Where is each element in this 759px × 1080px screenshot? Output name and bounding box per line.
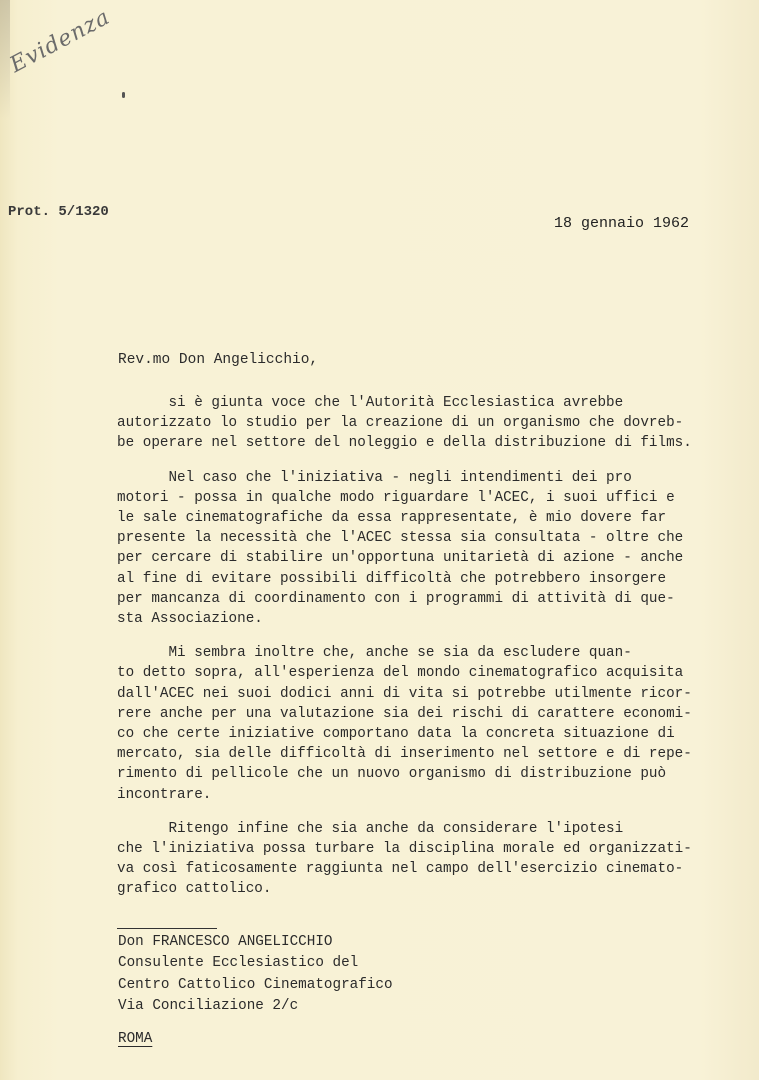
ink-mark (122, 92, 125, 98)
text-line: Nel caso che l'iniziativa - negli intendimenti dei pro (117, 469, 632, 486)
text-line: rimento di pellicole che un nuovo organismo di distribuzione può (117, 766, 667, 783)
text-line: presente la necessità che l'ACEC stessa sia consultata - oltre che (117, 530, 684, 547)
addressee-rule (117, 928, 217, 929)
text-line: mercato, sia delle difficoltà di inserimento nel settore e di repe- (117, 746, 692, 763)
addressee-title: Consulente Ecclesiastico del (118, 955, 359, 972)
protocol-number: Prot. 5/1320 (8, 204, 109, 220)
text-line: to detto sopra, all'esperienza del mondo cinematografico acquisita (117, 665, 684, 682)
text-line: incontrare. (117, 786, 212, 803)
text-line: va così faticosamente raggiunta nel campo dell'esercizio cinemato- (117, 861, 684, 878)
text-line: per cercare di stabilire un'opportuna unitarietà di azione - anche (117, 550, 684, 567)
handwritten-note: Evidenza (6, 4, 115, 79)
text-line: dall'ACEC nei suoi dodici anni di vita si potrebbe utilmente ricor- (117, 685, 692, 702)
text-line: che l'iniziativa possa turbare la disciplina morale ed organizzati- (117, 841, 692, 858)
salutation: Rev.mo Don Angelicchio, (118, 352, 319, 368)
text-line: sta Associazione. (117, 611, 263, 628)
text-line: motori - possa in qualche modo riguardare l'ACEC, i suoi uffici e (117, 489, 675, 506)
paragraph-4 (117, 819, 757, 900)
addressee-organization: Centro Cattolico Cinematografico (118, 976, 393, 993)
letter-date: 18 gennaio 1962 (554, 215, 690, 232)
text-line: grafico cattolico. (117, 881, 272, 898)
text-line: le sale cinematografiche da essa rappresentate, è mio dovere far (117, 510, 667, 527)
text-line: Mi sembra inoltre che, anche se sia da escludere quan- (117, 645, 632, 662)
paragraph-3 (117, 643, 757, 805)
text-line: autorizzato lo studio per la creazione di un organismo che dovreb- (117, 415, 684, 432)
paragraph-2 (117, 468, 757, 630)
text-line: Ritengo infine che sia anche da considerare l'ipotesi (117, 820, 624, 837)
addressee-block (118, 932, 393, 1017)
text-line: al fine di evitare possibili difficoltà che potrebbero insorgere (117, 570, 667, 587)
addressee-name: Don FRANCESCO ANGELICCHIO (118, 934, 333, 950)
addressee-street: Via Conciliazione 2/c (118, 997, 299, 1014)
text-line: rere anche per una valutazione sia dei rischi di carattere economi- (117, 705, 692, 722)
letter-body (117, 393, 757, 900)
text-line: per mancanza di coordinamento con i programmi di attività di que- (117, 590, 675, 607)
text-line: be operare nel settore del noleggio e della distribuzione di films. (117, 435, 692, 452)
text-line: si è giunta voce che l'Autorità Ecclesiastica avrebbe (117, 395, 624, 411)
addressee-city: ROMA (118, 1031, 153, 1047)
paragraph-1 (117, 393, 757, 454)
text-line: co che certe iniziative comportano data la concreta situazione di (117, 726, 675, 743)
